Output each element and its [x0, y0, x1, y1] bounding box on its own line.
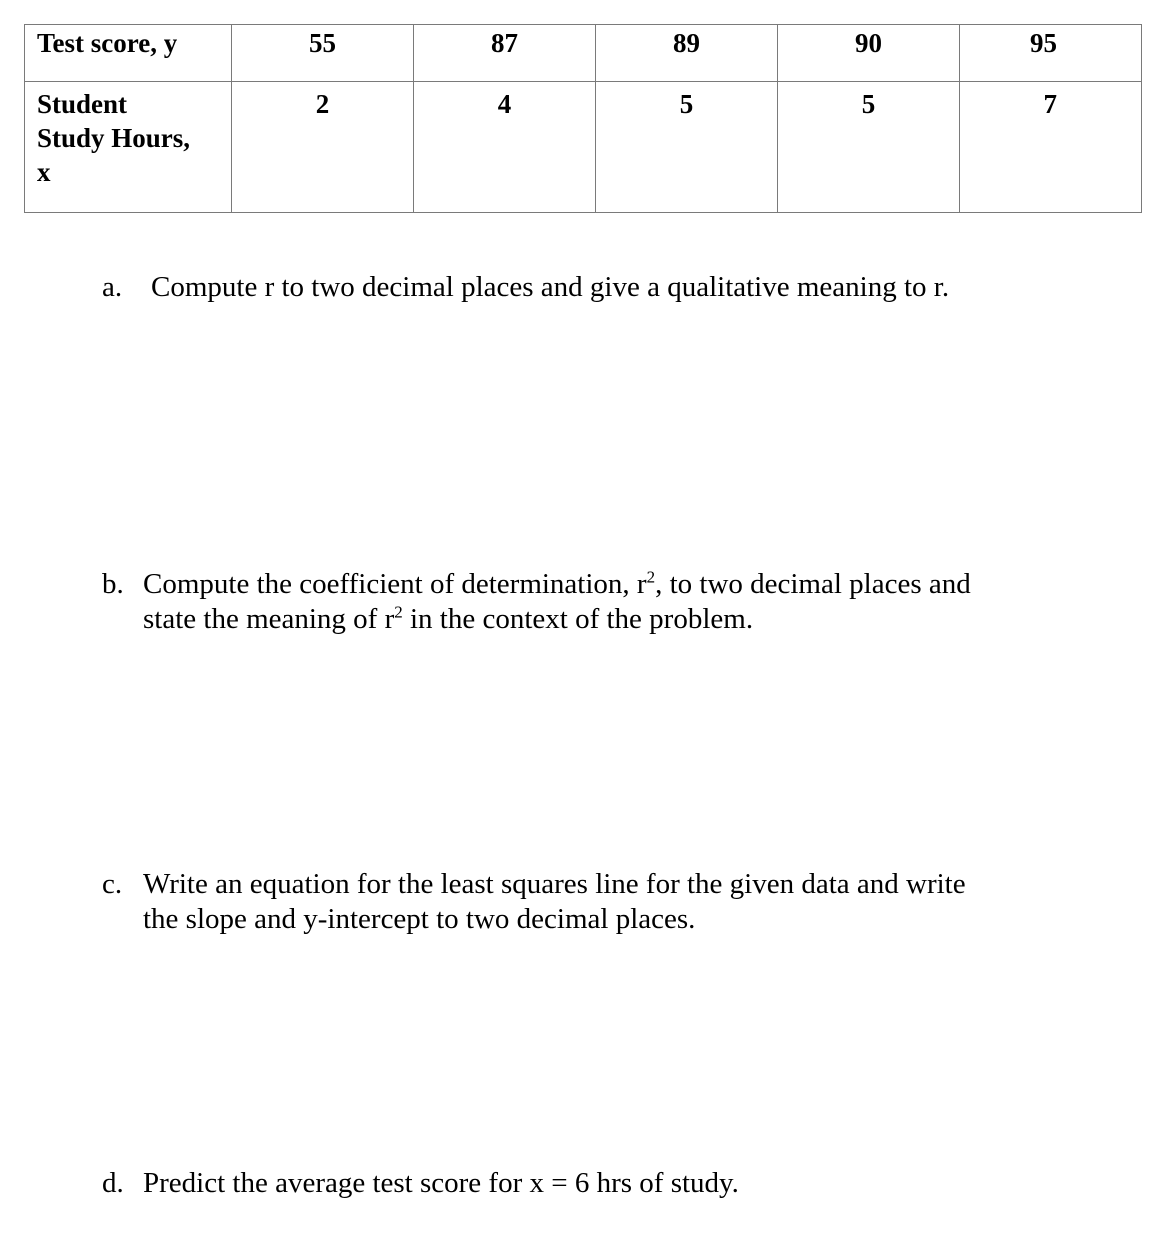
test-score-cell: 89	[596, 25, 778, 82]
study-hours-cell: 2	[232, 82, 414, 213]
question-b-marker: b.	[102, 568, 124, 600]
question-b-text-part1: Compute the coefficient of determination, r	[143, 568, 647, 600]
question-d	[102, 1166, 1062, 1201]
question-b-line2-part2: in the context of the problem.	[402, 603, 754, 635]
study-hours-header-line1: Student	[37, 89, 128, 119]
question-b-superscript-1: 2	[646, 567, 656, 587]
question-b-line2-part1: state the meaning of r	[143, 603, 395, 635]
study-hours-header	[25, 82, 232, 213]
study-hours-header-line2: Study Hours,	[37, 123, 191, 153]
question-b-text-part2: , to two decimal places and	[655, 568, 971, 600]
test-score-header: Test score, y	[25, 25, 232, 82]
question-c-line1: Write an equation for the least squares line for the given data and write	[143, 868, 966, 900]
data-table	[24, 24, 1142, 213]
question-d-marker: d.	[102, 1167, 124, 1199]
question-b	[102, 567, 1062, 637]
test-score-row	[25, 25, 1142, 82]
test-score-cell: 55	[232, 25, 414, 82]
question-d-text: Predict the average test score for x = 6 hrs of study.	[143, 1167, 739, 1199]
question-c	[102, 867, 1062, 937]
question-b-superscript-2: 2	[394, 602, 403, 622]
test-score-cell: 95	[960, 25, 1142, 82]
question-c-line2: the slope and y-intercept to two decimal places.	[143, 903, 696, 935]
study-hours-row	[25, 82, 1142, 213]
study-hours-header-line3: x	[37, 157, 51, 187]
study-hours-cell: 5	[778, 82, 960, 213]
study-hours-cell: 4	[414, 82, 596, 213]
question-b-line2	[102, 602, 1062, 637]
test-score-cell: 87	[414, 25, 596, 82]
question-c-marker: c.	[102, 868, 123, 900]
test-score-cell: 90	[778, 25, 960, 82]
question-a-text: Compute r to two decimal places and give a qualitative meaning to r.	[151, 271, 950, 303]
question-a	[102, 270, 1062, 305]
study-hours-cell: 5	[596, 82, 778, 213]
question-a-marker: a.	[102, 271, 123, 303]
study-hours-cell: 7	[960, 82, 1142, 213]
